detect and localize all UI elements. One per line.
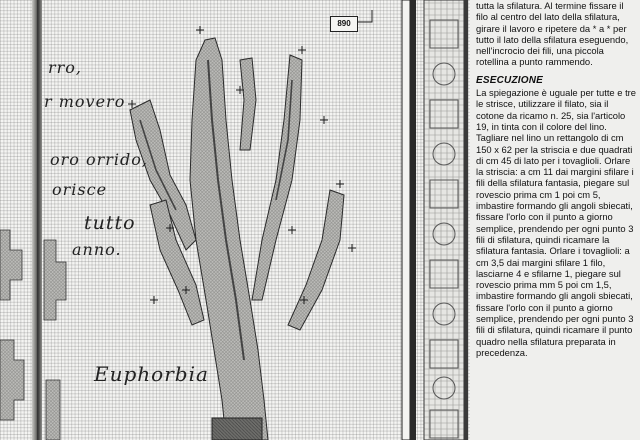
lettering-line-6: anno.	[72, 240, 122, 259]
lettering-line-3: oro orrido,	[50, 150, 149, 169]
lettering-line-2: r movero	[44, 92, 126, 111]
label-pointer-line	[356, 10, 372, 22]
pattern-number-badge: 890	[330, 16, 358, 32]
instructions-column	[476, 0, 638, 440]
lettering-line-5: tutto	[84, 212, 136, 234]
left-border-motif	[0, 230, 66, 440]
plant-name-lettering: Euphorbia	[94, 362, 209, 386]
section-heading: ESECUZIONE	[476, 74, 544, 86]
cactus-pot	[212, 418, 262, 440]
drawn-thread-band	[402, 0, 468, 440]
instructions-intro: tutta la sfilatura. Al termine fissare il filo al centro del lato della sfilatura, girare il lavoro e ripetere da * a * per tutto il lato della sfilatura eseguendo, nell'incrocio dei fili, una piccola rotellina a punto rammendo.	[476, 0, 629, 68]
instructions-body: La spiegazione è uguale per tutte e tre le strisce, utilizzare il filato, sia il cotone da ricamo n. 25, sia l'articolo 19, in tinta con il colore del lino. Tagliare nel lino un rettangolo di cm 150 x 62 per la striscia e due quadrati di cm 45 di lato per i tovaglioli. Orlare la striscia: a cm 11 dai margini sfilare i fili della sfilatura fantasia, piegare sul rovescio prima cm 1 poi cm 5, imbastire formando gli angoli sbiecati, fissare l'orlo con il punto a giorno semplice, prendendo per ogni punto 3 fili di sfilatura, quindi ricamare la sfilatura fantasia. Orlare i tovaglioli: a cm 3,5 dai margini sfilare 1 filo, lasciarne 4 e sfilarne 1, piegare sul rovescio prima mm 5 poi cm 1,5, imbastire formando gli angoli sbiecati, fissare l'orlo con il punto a giorno semplice, prendendo per ogni punto 3 fili di sfilatura, quindi ricamare il punto quadro nella sfilatura preparata in precedenza.	[476, 87, 637, 358]
lettering-line-4: orisce	[52, 180, 108, 199]
lettering-line-1: rro,	[48, 58, 83, 77]
